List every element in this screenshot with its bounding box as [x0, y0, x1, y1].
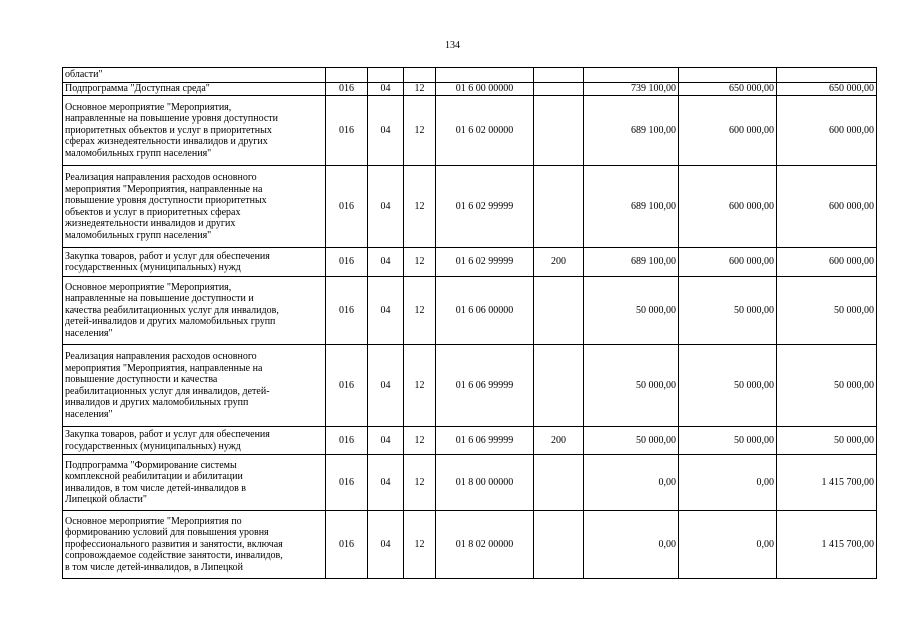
- expense-type-cell: [534, 277, 584, 345]
- expense-type-cell: [534, 166, 584, 248]
- amount-year2-cell: 0,00: [679, 511, 777, 579]
- table-row: [63, 427, 877, 455]
- row-name-cell: Основное мероприятие "Мероприятия, направленные на повышение уровня доступности приоритетных объектов и услуг в приоритетных сферах жизнедеятельности инвалидов и других маломобильных групп населения": [63, 96, 326, 166]
- admin-code-cell: 016: [326, 277, 368, 345]
- amount-year2-cell: 650 000,00: [679, 83, 777, 96]
- target-article-cell: 01 6 02 99999: [436, 248, 534, 277]
- expense-type-cell: 200: [534, 427, 584, 455]
- target-article-cell: 01 8 02 00000: [436, 511, 534, 579]
- amount-year3-cell: 50 000,00: [777, 345, 877, 427]
- target-article-cell: 01 6 06 00000: [436, 277, 534, 345]
- amount-year2-cell: 0,00: [679, 455, 777, 511]
- section-cell: 04: [368, 166, 404, 248]
- amount-year3-cell: 600 000,00: [777, 166, 877, 248]
- admin-code-cell: [326, 68, 368, 83]
- target-article-cell: 01 6 02 00000: [436, 96, 534, 166]
- row-name-cell: Реализация направления расходов основного мероприятия "Мероприятия, направленные на повышение уровня доступности приоритетных объектов и услуг в приоритетных сферах жизнедеятельности инвалидов и других маломобильных групп населения": [63, 166, 326, 248]
- subsection-cell: [404, 68, 436, 83]
- amount-year3-cell: 50 000,00: [777, 427, 877, 455]
- row-name-cell: Основное мероприятие "Мероприятия, направленные на повышение доступности и качества реабилитационных услуг для инвалидов, детей-инвалидов и других маломобильных групп населения": [63, 277, 326, 345]
- table-row: [63, 68, 877, 83]
- target-article-cell: 01 6 02 99999: [436, 166, 534, 248]
- amount-year3-cell: 1 415 700,00: [777, 455, 877, 511]
- table-row: [63, 511, 877, 579]
- row-name-cell: области": [63, 68, 326, 83]
- table-row: [63, 345, 877, 427]
- admin-code-cell: 016: [326, 427, 368, 455]
- amount-year1-cell: [584, 68, 679, 83]
- table-row: [63, 166, 877, 248]
- admin-code-cell: 016: [326, 455, 368, 511]
- table-row: [63, 83, 877, 96]
- admin-code-cell: 016: [326, 248, 368, 277]
- amount-year3-cell: 50 000,00: [777, 277, 877, 345]
- amount-year1-cell: 0,00: [584, 455, 679, 511]
- amount-year1-cell: 50 000,00: [584, 345, 679, 427]
- admin-code-cell: 016: [326, 345, 368, 427]
- amount-year3-cell: [777, 68, 877, 83]
- subsection-cell: 12: [404, 166, 436, 248]
- section-cell: 04: [368, 83, 404, 96]
- expense-type-cell: [534, 345, 584, 427]
- row-name-cell: Основное мероприятие "Мероприятия по формированию условий для повышения уровня профессионального развития и занятости, включая сопровождаемое содействие занятости, инвалидов, в том числе детей-инвалидов, в Липецкой: [63, 511, 326, 579]
- target-article-cell: 01 6 06 99999: [436, 345, 534, 427]
- row-name-cell: Реализация направления расходов основного мероприятия "Мероприятия, направленные на повышение доступности и качества реабилитационных услуг для инвалидов, детей- инвалидов и других маломобильных групп населения": [63, 345, 326, 427]
- admin-code-cell: 016: [326, 166, 368, 248]
- expense-type-cell: [534, 511, 584, 579]
- section-cell: 04: [368, 345, 404, 427]
- section-cell: 04: [368, 455, 404, 511]
- amount-year1-cell: 0,00: [584, 511, 679, 579]
- amount-year3-cell: 600 000,00: [777, 248, 877, 277]
- subsection-cell: 12: [404, 83, 436, 96]
- amount-year2-cell: 50 000,00: [679, 427, 777, 455]
- subsection-cell: 12: [404, 427, 436, 455]
- subsection-cell: 12: [404, 248, 436, 277]
- table-row: [63, 248, 877, 277]
- amount-year1-cell: 689 100,00: [584, 96, 679, 166]
- admin-code-cell: 016: [326, 96, 368, 166]
- expense-type-cell: [534, 96, 584, 166]
- section-cell: 04: [368, 96, 404, 166]
- subsection-cell: 12: [404, 96, 436, 166]
- amount-year2-cell: [679, 68, 777, 83]
- subsection-cell: 12: [404, 511, 436, 579]
- amount-year2-cell: 600 000,00: [679, 248, 777, 277]
- page-number: 134: [445, 40, 460, 51]
- admin-code-cell: 016: [326, 511, 368, 579]
- section-cell: 04: [368, 277, 404, 345]
- table-row: [63, 277, 877, 345]
- row-name-cell: Подпрограмма "Доступная среда": [63, 83, 326, 96]
- subsection-cell: 12: [404, 277, 436, 345]
- target-article-cell: [436, 68, 534, 83]
- section-cell: 04: [368, 248, 404, 277]
- row-name-cell: Подпрограмма "Формирование системы комплексной реабилитации и абилитации инвалидов, в том числе детей-инвалидов в Липецкой области": [63, 455, 326, 511]
- row-name-cell: Закупка товаров, работ и услуг для обеспечения государственных (муниципальных) нужд: [63, 248, 326, 277]
- budget-table: [62, 67, 877, 579]
- amount-year1-cell: 50 000,00: [584, 427, 679, 455]
- row-name-cell: Закупка товаров, работ и услуг для обеспечения государственных (муниципальных) нужд: [63, 427, 326, 455]
- expense-type-cell: [534, 83, 584, 96]
- target-article-cell: 01 6 06 99999: [436, 427, 534, 455]
- section-cell: [368, 68, 404, 83]
- section-cell: 04: [368, 511, 404, 579]
- amount-year1-cell: 50 000,00: [584, 277, 679, 345]
- amount-year3-cell: 1 415 700,00: [777, 511, 877, 579]
- subsection-cell: 12: [404, 455, 436, 511]
- expense-type-cell: [534, 455, 584, 511]
- target-article-cell: 01 8 00 00000: [436, 455, 534, 511]
- target-article-cell: 01 6 00 00000: [436, 83, 534, 96]
- amount-year3-cell: 600 000,00: [777, 96, 877, 166]
- amount-year1-cell: 689 100,00: [584, 166, 679, 248]
- amount-year2-cell: 50 000,00: [679, 277, 777, 345]
- subsection-cell: 12: [404, 345, 436, 427]
- admin-code-cell: 016: [326, 83, 368, 96]
- table-row: [63, 455, 877, 511]
- expense-type-cell: 200: [534, 248, 584, 277]
- amount-year1-cell: 689 100,00: [584, 248, 679, 277]
- amount-year2-cell: 50 000,00: [679, 345, 777, 427]
- section-cell: 04: [368, 427, 404, 455]
- amount-year3-cell: 650 000,00: [777, 83, 877, 96]
- expense-type-cell: [534, 68, 584, 83]
- amount-year2-cell: 600 000,00: [679, 96, 777, 166]
- table-row: [63, 96, 877, 166]
- amount-year1-cell: 739 100,00: [584, 83, 679, 96]
- amount-year2-cell: 600 000,00: [679, 166, 777, 248]
